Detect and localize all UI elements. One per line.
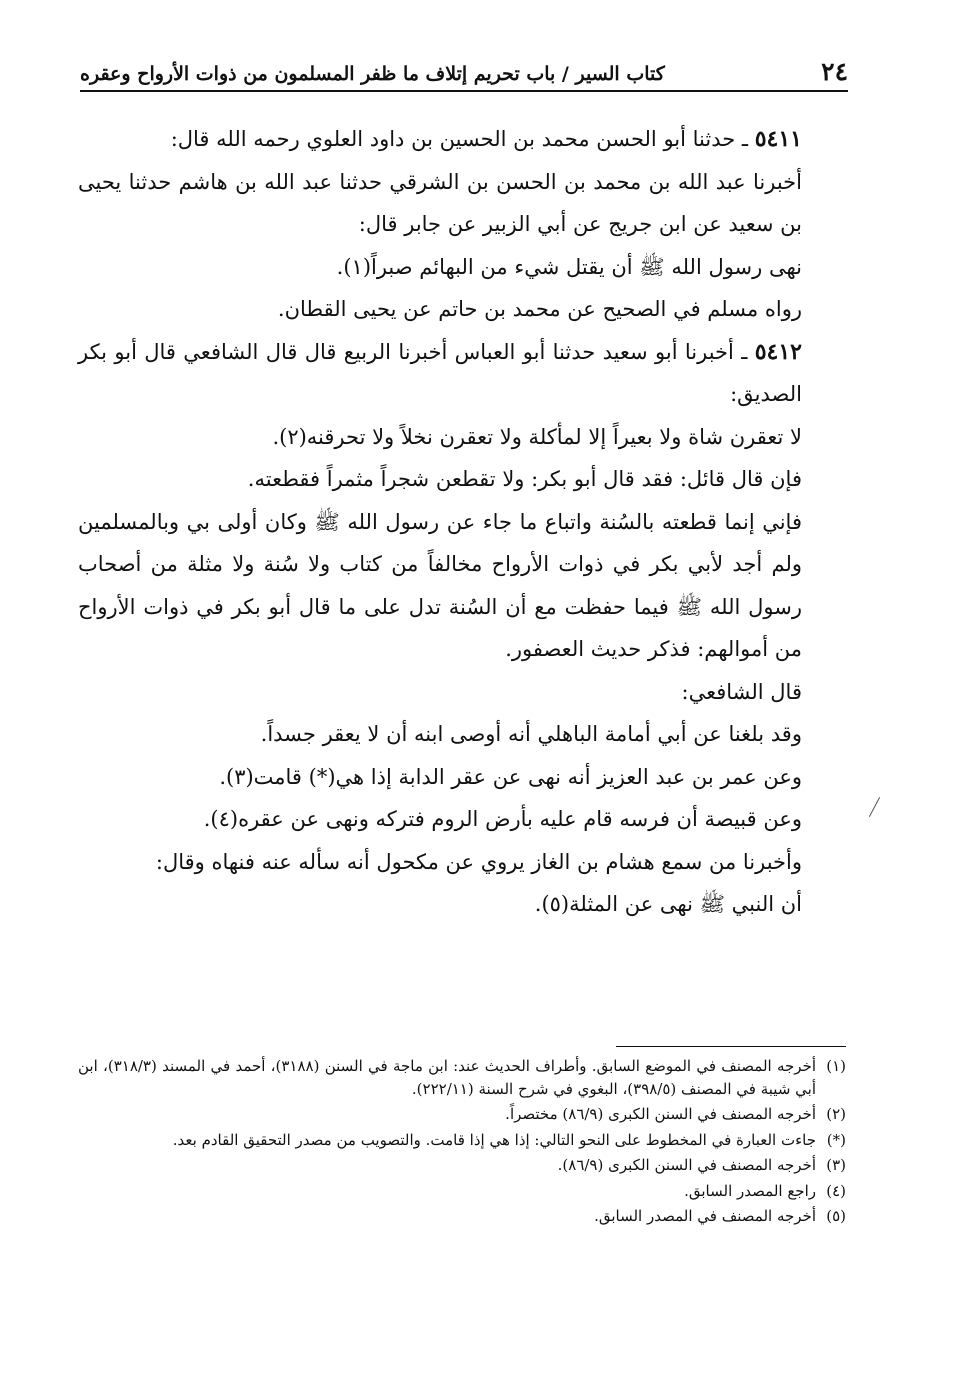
hadith-number: ٥٤١٢ (754, 338, 802, 365)
footnote-marker: (١) (826, 1057, 846, 1075)
footnote-text: راجع المصدر السابق. (684, 1181, 816, 1200)
stray-pen-mark (869, 797, 880, 817)
page-header (80, 56, 848, 92)
footnote-text: أخرجه المصنف في الموضع السابق. وأطراف الحديث عند: ابن ماجة في السنن (٣١٨٨)، أحمد في المسند (٣١٨/٣)، ابن أبي شيبة في المصنف (٣٩٨/٥)، البغوي في شرح السنة (٢٢٢/١١). (78, 1057, 816, 1098)
footnote-text: جاءت العبارة في المخطوط على النحو التالي: إذا هي إذا قامت. والتصويب من مصدر التحقيق القادم بعد. (172, 1130, 816, 1149)
paragraph-text: ـ أخبرنا أبو سعيد حدثنا أبو العباس أخبرنا الربيع قال قال الشافعي قال أبو بكر الصديق: (78, 339, 802, 406)
footnote-text: أخرجه المصنف في السنن الكبرى (٨٦/٩). (557, 1156, 816, 1174)
umar-report: وعن عمر بن عبد العزيز أنه نهى عن عقر الدابة إذا هي(*) قامت(٣). (219, 764, 802, 789)
footnote-marker: (٣) (826, 1156, 846, 1174)
hadith-number: ٥٤١١ (754, 126, 802, 152)
hadith-5411-takhrij: رواه مسلم في الصحيح عن محمد بن حاتم عن يحيى القطان. (277, 297, 802, 321)
footnotes (78, 1046, 846, 1231)
paragraph-text: ـ حدثنا أبو الحسن محمد بن الحسين بن داود العلوي رحمه الله قال: (170, 127, 755, 151)
footnote-divider (616, 1046, 846, 1047)
qabisa-report: وعن قبيصة أن فرسه قام عليه بأرض الروم فتركه ونهى عن عقره(٤). (203, 807, 802, 831)
running-title: كتاب السير / باب تحريم إتلاف ما ظفر المسلمون من ذوات الأرواح وعقره (80, 63, 665, 85)
footnote-1 (78, 1055, 846, 1100)
footnote-5 (78, 1205, 846, 1228)
reply-paragraph: فإني إنما قطعته بالسُنة واتباع ما جاء عن رسول الله ﷺ وكان أولى بي وبالمسلمين ولم أجد لأبي بكر في ذوات الأرواح مخالفاً من كتاب ولا سُنة ولا مثلة من أصحاب رسول الله ﷺ فيما حفظت مع أن السُنة تدل على ما قال أبو بكر في ذوات الأرواح من أموالهم: فذكر حديث العصفور. (78, 509, 802, 661)
hadith-5411-isnad-start (78, 118, 846, 161)
page-number: ٢٤ (821, 57, 848, 86)
abu-umama-report: وقد بلغنا عن أبي أمامة الباهلي أنه أوصى ابنه أن لا يعقر جسداً. (260, 722, 802, 746)
footnote-4 (78, 1180, 846, 1203)
hadith-5411-matn: نهى رسول الله ﷺ أن يقتل شيء من البهائم صبراً(١). (336, 254, 802, 279)
footnote-star (78, 1129, 846, 1152)
makhul-report: وأخبرنا من سمع هشام بن الغاز يروي عن مكحول أنه سأله عنه فنهاه وقال: (155, 849, 802, 874)
footnote-text: أخرجه المصنف في المصدر السابق. (594, 1207, 816, 1225)
footnote-2 (78, 1103, 846, 1126)
footnote-marker: (٥) (826, 1207, 846, 1225)
main-text (78, 118, 846, 926)
shafii-said: قال الشافعي: (681, 679, 802, 704)
hadith-5412-isnad-start (78, 331, 846, 416)
hadith-5412-athar: لا تعقرن شاة ولا بعيراً إلا لمأكلة ولا تعقرن نخلاً ولا تحرقنه(٢). (272, 424, 802, 449)
hadith-5411-isnad: أخبرنا عبد الله بن محمد بن الحسن بن الشرقي حدثنا عبد الله بن هاشم حدثنا يحيى بن سعيد عن ابن جريج عن أبي الزبير عن جابر قال: (78, 169, 802, 236)
objection-paragraph: فإن قال قائل: فقد قال أبو بكر: ولا تقطعن شجراً مثمراً فقطعته. (247, 467, 802, 491)
footnote-marker: (٤) (826, 1181, 846, 1200)
footnote-text: أخرجه المصنف في السنن الكبرى (٨٦/٩) مختصراً. (505, 1105, 816, 1123)
footnote-marker: (٢) (826, 1105, 846, 1123)
footnote-3 (78, 1154, 846, 1177)
prophet-hadith: أن النبي ﷺ نهى عن المثلة(٥). (534, 892, 802, 916)
footnote-marker: (*) (826, 1130, 846, 1149)
